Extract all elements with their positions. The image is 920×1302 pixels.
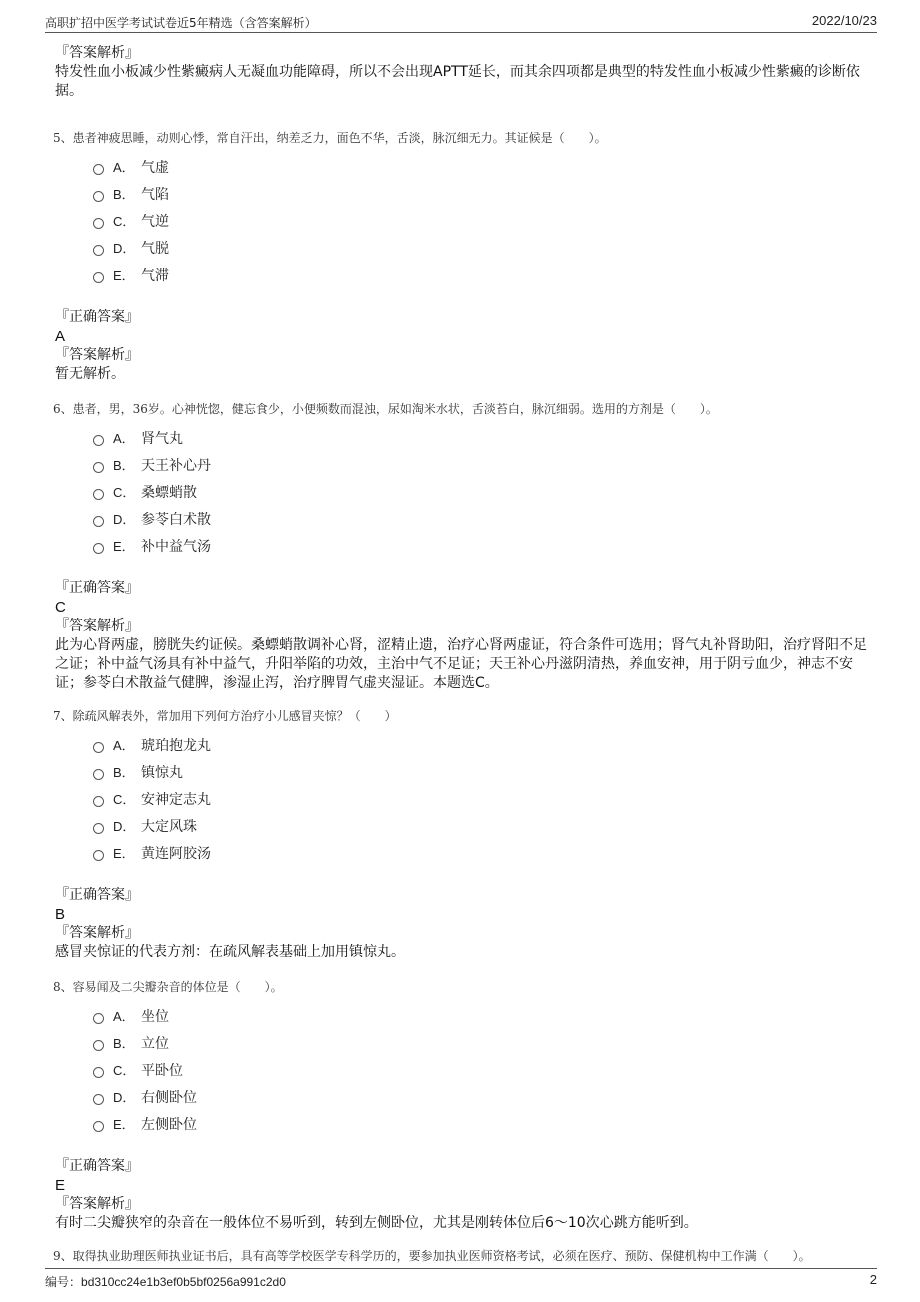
page-header	[45, 10, 877, 33]
analysis-text: 此为心肾两虚，膀胱失约证候。桑螵蛸散调补心肾，涩精止遗，治疗心肾两虚证，符合条件可选用；肾气丸补肾助阳，治疗肾阳不足之证；补中益气汤具有补中益气，升阳举陷的功效，主治中气不足证；天王补心丹滋阴清热，养血安神，用于阴亏血少，神志不安证；参苓白术散益气健脾，渗湿止泻，治疗脾胃气虚夹湿证。本题选C。	[55, 637, 867, 691]
radio-icon[interactable]	[93, 272, 104, 283]
page-content	[55, 44, 875, 1265]
option-list	[93, 731, 875, 866]
question-stem: 7、除疏风解表外，常加用下列何方治疗小儿感冒夹惊？（ ）	[53, 709, 397, 723]
analysis-label: 『答案解析』	[55, 618, 139, 634]
radio-icon[interactable]	[93, 850, 104, 861]
option-d[interactable]: D． 参苓白术散	[93, 505, 875, 532]
question-block	[55, 400, 875, 693]
radio-icon[interactable]	[93, 435, 104, 446]
radio-icon[interactable]	[93, 489, 104, 500]
option-d[interactable]: D． 右侧卧位	[93, 1083, 875, 1110]
radio-icon[interactable]	[93, 191, 104, 202]
correct-answer-label: 『正确答案』	[55, 580, 139, 596]
option-a[interactable]: A． 气虚	[93, 153, 875, 180]
option-list	[93, 153, 875, 288]
document-title: 高职扩招中医学考试试卷近5年精选（含答案解析）	[45, 16, 317, 30]
page-footer	[45, 1268, 877, 1291]
radio-icon[interactable]	[93, 462, 104, 473]
option-e[interactable]: E． 补中益气汤	[93, 532, 875, 559]
radio-icon[interactable]	[93, 218, 104, 229]
radio-icon[interactable]	[93, 742, 104, 753]
analysis-text: 有时二尖瓣狭窄的杂音在一般体位不易听到，转到左侧卧位，尤其是刚转体位后6～10次心跳方能听到。	[55, 1215, 698, 1231]
option-b[interactable]: B． 天王补心丹	[93, 451, 875, 478]
option-c[interactable]: C． 平卧位	[93, 1056, 875, 1083]
radio-icon[interactable]	[93, 1094, 104, 1105]
radio-icon[interactable]	[93, 1013, 104, 1024]
option-e[interactable]: E． 气滞	[93, 261, 875, 288]
radio-icon[interactable]	[93, 245, 104, 256]
question-block	[55, 129, 875, 384]
radio-icon[interactable]	[93, 164, 104, 175]
analysis-label: 『答案解析』	[55, 347, 139, 363]
correct-answer: C	[55, 599, 66, 616]
radio-icon[interactable]	[93, 516, 104, 527]
radio-icon[interactable]	[93, 769, 104, 780]
correct-answer: A	[55, 328, 66, 345]
correct-answer-label: 『正确答案』	[55, 309, 139, 325]
option-c[interactable]: C． 安神定志丸	[93, 785, 875, 812]
question-stem: 5、患者神疲思睡，动则心悸，常自汗出，纳差乏力，面色不华，舌淡，脉沉细无力。其证候是（ ）。	[53, 131, 607, 145]
option-b[interactable]: B． 立位	[93, 1029, 875, 1056]
radio-icon[interactable]	[93, 543, 104, 554]
radio-icon[interactable]	[93, 796, 104, 807]
question-stem: 8、容易闻及二尖瓣杂音的体位是（ ）。	[53, 980, 283, 994]
option-a[interactable]: A． 坐位	[93, 1002, 875, 1029]
option-list	[93, 424, 875, 559]
option-d[interactable]: D． 大定风珠	[93, 812, 875, 839]
option-a[interactable]: A． 琥珀抱龙丸	[93, 731, 875, 758]
correct-answer: E	[55, 1177, 66, 1194]
option-e[interactable]: E． 黄连阿胶汤	[93, 839, 875, 866]
document-date: 2022/10/23	[811, 13, 877, 28]
analysis-text: 暂无解析。	[55, 366, 125, 382]
option-d[interactable]: D． 气脱	[93, 234, 875, 261]
serial-number: 编号：bd310cc24e1b3ef0b5bf0256a991c2d0	[45, 1275, 286, 1289]
question-block	[55, 978, 875, 1233]
page-number: 2	[869, 1272, 877, 1287]
radio-icon[interactable]	[93, 1121, 104, 1132]
radio-icon[interactable]	[93, 1040, 104, 1051]
question-block	[55, 707, 875, 962]
analysis-label: 『答案解析』	[55, 1196, 139, 1212]
analysis-label: 『答案解析』	[55, 925, 139, 941]
correct-answer-label: 『正确答案』	[55, 887, 139, 903]
option-c[interactable]: C． 气逆	[93, 207, 875, 234]
option-c[interactable]: C． 桑螵蛸散	[93, 478, 875, 505]
option-a[interactable]: A． 肾气丸	[93, 424, 875, 451]
correct-answer: B	[55, 906, 66, 923]
question-stem: 9、取得执业助理医师执业证书后，具有高等学校医学专科学历的，要参加执业医师资格考试，必须在医疗、预防、保健机构中工作满（ ）。	[53, 1249, 811, 1263]
option-e[interactable]: E． 左侧卧位	[93, 1110, 875, 1137]
option-b[interactable]: B． 气陷	[93, 180, 875, 207]
analysis-text: 特发性血小板减少性紫癜病人无凝血功能障碍，所以不会出现APTT延长，而其余四项都是典型的特发性血小板减少性紫癜的诊断依据。	[55, 64, 860, 99]
radio-icon[interactable]	[93, 823, 104, 834]
option-b[interactable]: B． 镇惊丸	[93, 758, 875, 785]
analysis-text: 感冒夹惊证的代表方剂：在疏风解表基础上加用镇惊丸。	[55, 944, 405, 960]
correct-answer-label: 『正确答案』	[55, 1158, 139, 1174]
analysis-label: 『答案解析』	[55, 45, 139, 61]
question-stem: 6、患者，男，36岁。心神恍惚，健忘食少，小便频数而混浊，尿如淘米水状，舌淡苔白，脉沉细弱。选用的方剂是（ ）。	[53, 402, 718, 416]
option-list	[93, 1002, 875, 1137]
question-block	[55, 1247, 875, 1265]
radio-icon[interactable]	[93, 1067, 104, 1078]
